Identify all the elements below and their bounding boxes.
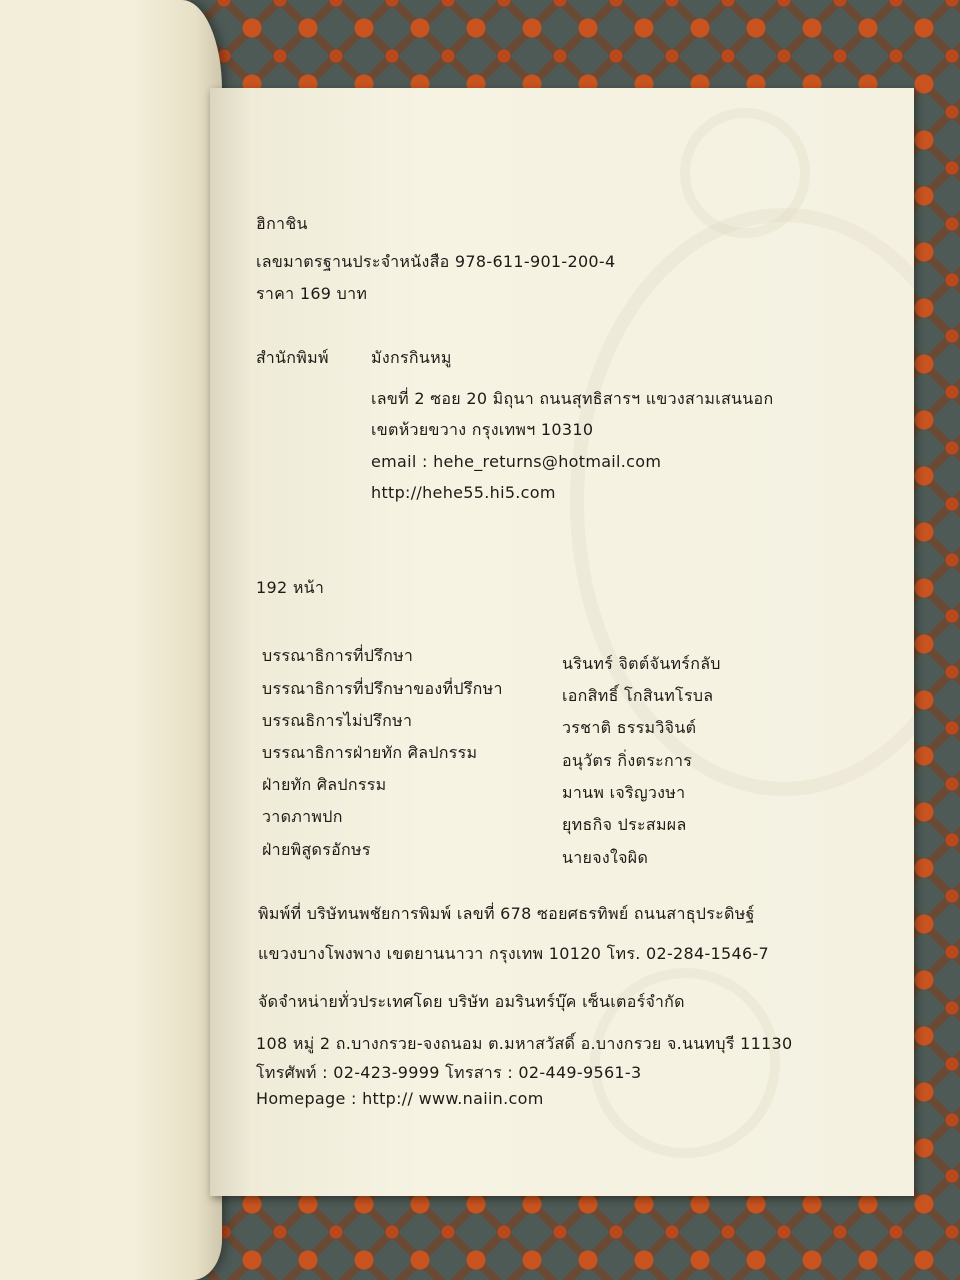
credit-role: ฝ่ายทัก ศิลปกรรม [262,775,387,794]
isbn-line: เลขมาตรฐานประจำหนังสือ 978-611-901-200-4 [256,252,616,271]
printer-line-1: พิมพ์ที่ บริษัทนพชัยการพิมพ์ เลขที่ 678 ซอยศธรทิพย์ ถนนสาธุประดิษฐ์ [258,904,755,923]
publisher-email: email : hehe_returns@hotmail.com [371,452,662,471]
price-line: ราคา 169 บาท [256,284,368,303]
credit-role: วาดภาพปก [262,807,343,826]
credit-name: มานพ เจริญวงษา [562,783,686,802]
credit-role: ฝ่ายพิสูดรอักษร [262,840,371,859]
imprint-text [210,88,914,1196]
credit-name: นรินทร์ จิตต์จันทร์กลับ [562,654,721,673]
distributor-phone: โทรศัพท์ : 02-423-9999 โทรสาร : 02-449-9561-3 [256,1063,642,1082]
credit-role: บรรณาธิการฝ่ายทัก ศิลปกรรม [262,743,478,762]
imprint-page [210,88,914,1196]
distributor-line-1: จัดจำหน่ายทั่วประเทศโดย บริษัท อมรินทร์บุ๊ค เซ็นเตอร์จำกัด [258,992,685,1011]
page-count: 192 หน้า [256,578,325,597]
printer-line-2: แขวงบางโพงพาง เขตยานนาวา กรุงเทพ 10120 โทร. 02-284-1546-7 [258,944,770,963]
credit-name: ยุทธกิจ ประสมผล [562,815,687,834]
left-page [0,0,222,1280]
credit-role: บรรณาธิการที่ปรึกษา [262,646,414,665]
credit-role: บรรณาธิการที่ปรึกษาของที่ปรึกษา [262,679,503,698]
publisher-label: สำนักพิมพ์ [256,348,329,367]
distributor-line-2: 108 หมู่ 2 ถ.บางกรวย-จงถนอม ต.มหาสวัสดิ์ อ.บางกรวย จ.นนทบุรี 11130 [256,1034,793,1053]
publisher-name: มังกรกินหมู [371,348,452,367]
book-title: ฮิกาชิน [256,214,308,233]
credit-name: นายจงใจผิด [562,848,649,867]
publisher-web: http://hehe55.hi5.com [371,483,556,502]
credit-name: อนุวัตร กิ่งตระการ [562,751,693,770]
credit-name: วรชาติ ธรรมวิจินต์ [562,718,697,737]
publisher-address-2: เขตห้วยขวาง กรุงเทพฯ 10310 [371,420,594,439]
credit-role: บรรณธิการไม่ปรึกษา [262,711,413,730]
credit-name: เอกสิทธิ์ โกสินทโรบล [562,686,714,705]
distributor-homepage: Homepage : http:// www.naiin.com [256,1089,544,1108]
publisher-address-1: เลขที่ 2 ซอย 20 มิถุนา ถนนสุทธิสารฯ แขวงสามเสนนอก [371,389,774,408]
